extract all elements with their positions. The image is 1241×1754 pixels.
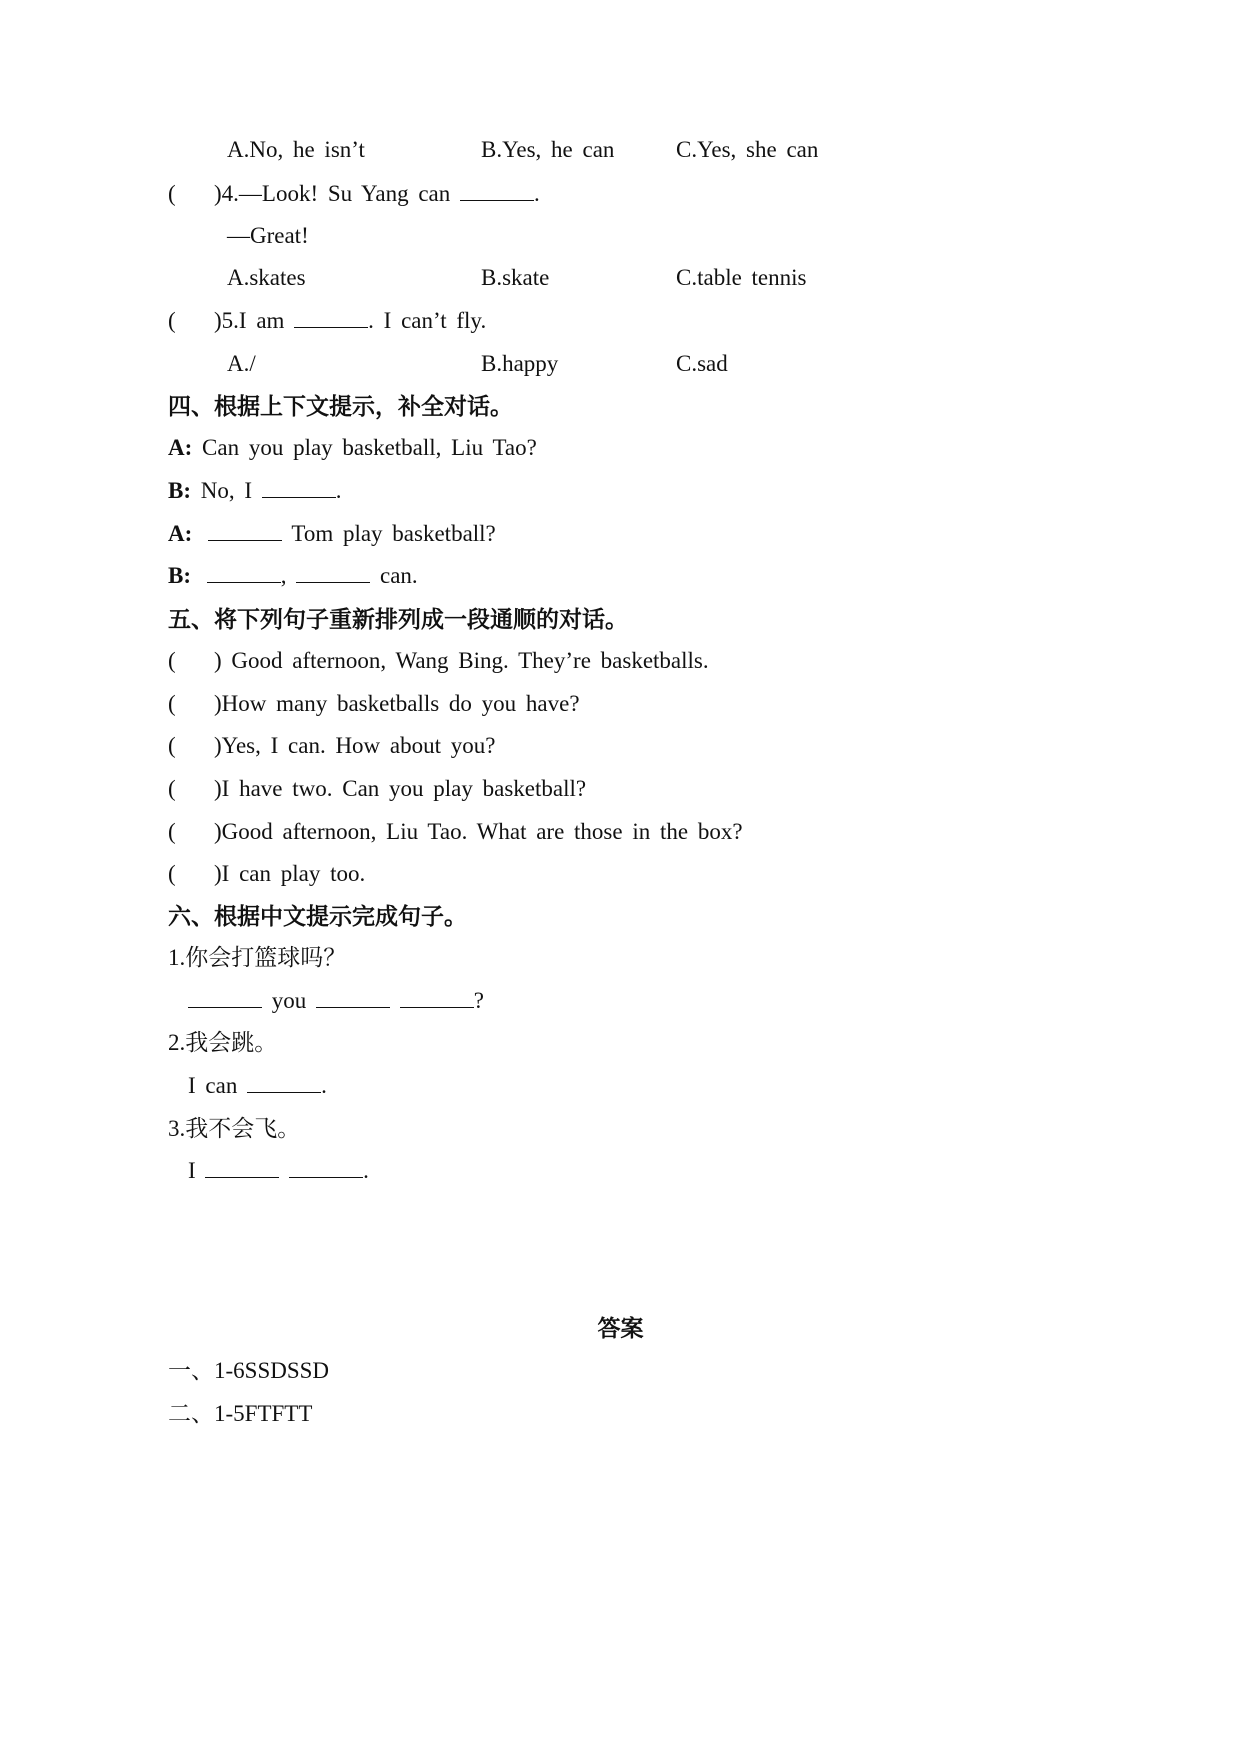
q4-question	[168, 179, 540, 209]
answer-paren: (	[168, 733, 176, 758]
q4-prefix: )4.—Look! Su Yang can	[214, 181, 451, 206]
s6-q3-prefix: I	[188, 1158, 196, 1183]
list-item	[168, 731, 495, 761]
q5-option-c: C.sad	[676, 351, 728, 376]
answers-title: 答案	[597, 1316, 644, 1341]
list-item	[168, 817, 743, 847]
dialog-text: Tom play basketball?	[291, 521, 496, 546]
s6-q1-chinese: 1.你会打篮球吗？	[168, 945, 347, 970]
answer-line-2: 二、1-5FTFTT	[168, 1401, 313, 1426]
speaker-a: A:	[168, 435, 193, 460]
answer-blank[interactable]	[400, 989, 474, 1008]
q3-option-c: C.Yes, she can	[676, 137, 819, 162]
list-item	[168, 646, 709, 676]
s6-q1-end: ?	[473, 988, 484, 1013]
q4-suffix: .	[534, 181, 540, 206]
q5-paren: (	[168, 308, 176, 333]
list-item	[168, 689, 580, 719]
dialog-blank[interactable]	[208, 522, 282, 541]
answer-paren: (	[168, 861, 176, 886]
dialog-blank[interactable]	[207, 564, 281, 583]
list-item	[168, 774, 586, 804]
dialog-blank[interactable]	[262, 479, 336, 498]
s6-q3-chinese: 3.我不会飞。	[168, 1116, 301, 1141]
s6-q3-end: .	[363, 1158, 369, 1183]
dialog-text: can.	[380, 563, 418, 588]
s6-q2-answer	[188, 1071, 327, 1101]
dialog-end: .	[335, 478, 342, 503]
list-item-text: )How many basketballs do you have?	[214, 691, 580, 716]
answer-blank[interactable]	[247, 1074, 321, 1093]
dialog-blank[interactable]	[296, 564, 370, 583]
list-item-text: )Yes, I can. How about you?	[214, 733, 496, 758]
q5-suffix: . I can’t fly.	[368, 308, 487, 333]
dialog-line-4	[168, 561, 418, 591]
s6-q1-you: you	[271, 988, 307, 1013]
q4-reply: —Great!	[227, 223, 309, 248]
q4-option-c: C.table tennis	[676, 265, 807, 290]
q3-option-b: B.Yes, he can	[481, 137, 615, 162]
s6-q2-end: .	[321, 1073, 327, 1098]
speaker-b: B:	[168, 563, 191, 588]
answer-paren: (	[168, 776, 176, 801]
s6-q1-answer	[188, 986, 484, 1016]
dialog-text: Can you play basketball, Liu Tao?	[202, 435, 537, 460]
answer-paren: (	[168, 648, 176, 673]
section4-title: 四、根据上下文提示，补全对话。	[168, 394, 513, 419]
q5-blank[interactable]	[294, 309, 368, 328]
dialog-line-2	[168, 476, 342, 506]
dialog-line-1	[168, 433, 537, 463]
answer-line-1: 一、1-6SSDSSD	[168, 1358, 330, 1383]
q5-option-b: B.happy	[481, 351, 559, 376]
dialog-line-3	[168, 519, 496, 549]
dialog-text: No, I	[200, 478, 253, 503]
q5-question	[168, 306, 486, 336]
q4-option-a: A.skates	[227, 265, 306, 290]
list-item	[168, 859, 365, 889]
speaker-a: A:	[168, 521, 193, 546]
q4-option-b: B.skate	[481, 265, 550, 290]
answer-blank[interactable]	[188, 989, 262, 1008]
q5-option-a: A./	[227, 351, 256, 376]
answer-blank[interactable]	[316, 989, 390, 1008]
section5-title: 五、将下列句子重新排列成一段通顺的对话。	[168, 607, 628, 632]
speaker-b: B:	[168, 478, 191, 503]
list-item-text: ) Good afternoon, Wang Bing. They’re basketballs.	[214, 648, 709, 673]
list-item-text: )I can play too.	[214, 861, 366, 886]
s6-q2-chinese: 2.我会跳。	[168, 1030, 278, 1055]
answer-paren: (	[168, 819, 176, 844]
q3-option-a: A.No, he isn’t	[227, 137, 365, 162]
q4-paren: (	[168, 181, 176, 206]
dialog-comma: ,	[280, 563, 287, 588]
s6-q2-prefix: I can	[188, 1073, 238, 1098]
q4-blank[interactable]	[460, 182, 534, 201]
q5-prefix: )5.I am	[214, 308, 285, 333]
list-item-text: )I have two. Can you play basketball?	[214, 776, 587, 801]
answer-paren: (	[168, 691, 176, 716]
list-item-text: )Good afternoon, Liu Tao. What are those in the box?	[214, 819, 743, 844]
s6-q3-answer	[188, 1156, 369, 1186]
section6-title: 六、根据中文提示完成句子。	[168, 904, 467, 929]
answer-blank[interactable]	[289, 1159, 363, 1178]
answer-blank[interactable]	[205, 1159, 279, 1178]
